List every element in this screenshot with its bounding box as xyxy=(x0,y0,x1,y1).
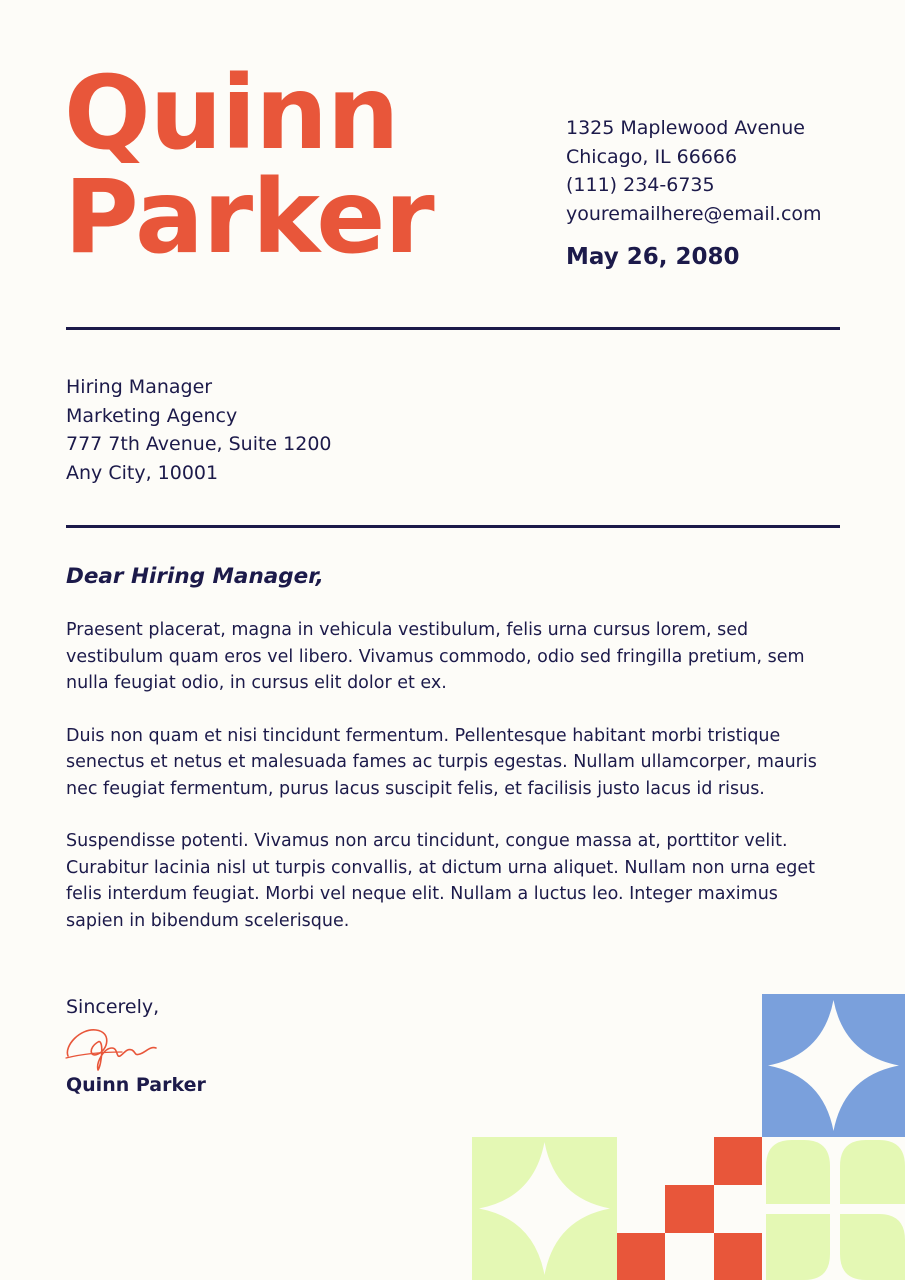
recipient-line3: 777 7th Avenue, Suite 1200 xyxy=(66,433,332,455)
closing: Sincerely, xyxy=(66,996,160,1018)
letter-body xyxy=(66,617,836,960)
body-paragraph-2: Duis non quam et nisi tincidunt fermentum. Pellentesque habitant morbi tristique senectus et netus et malesuada fames ac turpis egestas. Nullam ullamcorper, mauris nec feugiat fermentum, purus lacus suscipit felis, et facilisis justo lacus id risus. xyxy=(66,725,817,799)
sender-contact-block xyxy=(566,114,822,228)
body-paragraph-3: Suspendisse potenti. Vivamus non arcu tincidunt, congue massa at, porttitor velit. Curabitur lacinia nisl ut turpis convallis, at dictum urna aliquet. Nullam non urna eget felis interdum feugiat. Morbi vel neque elit. Nullam a luctus leo. Integer maximus sapien in bibendum scelerisque. xyxy=(66,831,815,931)
checker-tile xyxy=(714,1233,762,1280)
checker-tile xyxy=(665,1185,714,1233)
checker-tile xyxy=(714,1137,762,1185)
sender-first-name: Quinn xyxy=(64,54,399,173)
recipient-line1: Hiring Manager xyxy=(66,376,213,398)
lime-petal xyxy=(766,1140,830,1204)
divider-top xyxy=(66,327,840,330)
body-paragraph-1: Praesent placerat, magna in vehicula vestibulum, felis urna cursus lorem, sed vestibulum quam eros vel libero. Vivamus commodo, odio sed fringilla pretium, sem nulla feugiat odio, in cursus elit dolor et ex. xyxy=(66,620,805,693)
sender-address-line2: Chicago, IL 66666 xyxy=(566,145,738,168)
lime-petal xyxy=(766,1214,830,1280)
lime-petal xyxy=(840,1214,905,1280)
greeting: Dear Hiring Manager, xyxy=(66,564,324,589)
checker-tile xyxy=(617,1233,665,1280)
recipient-line4: Any City, 10001 xyxy=(66,461,219,484)
recipient-block xyxy=(66,373,332,487)
divider-middle xyxy=(66,525,840,528)
sender-phone: (111) 234-6735 xyxy=(566,174,715,196)
sender-last-name: Parker xyxy=(64,158,434,277)
recipient-line2: Marketing Agency xyxy=(66,404,238,427)
decorative-graphic xyxy=(472,994,905,1280)
sender-address-line1: 1325 Maplewood Avenue xyxy=(566,117,805,139)
sender-name xyxy=(64,54,434,277)
signer-name: Quinn Parker xyxy=(66,1074,206,1096)
sender-email: youremailhere@email.com xyxy=(566,202,822,225)
lime-petal xyxy=(840,1140,905,1204)
signature-graphic xyxy=(62,1018,162,1074)
letter-date: May 26, 2080 xyxy=(566,244,740,270)
